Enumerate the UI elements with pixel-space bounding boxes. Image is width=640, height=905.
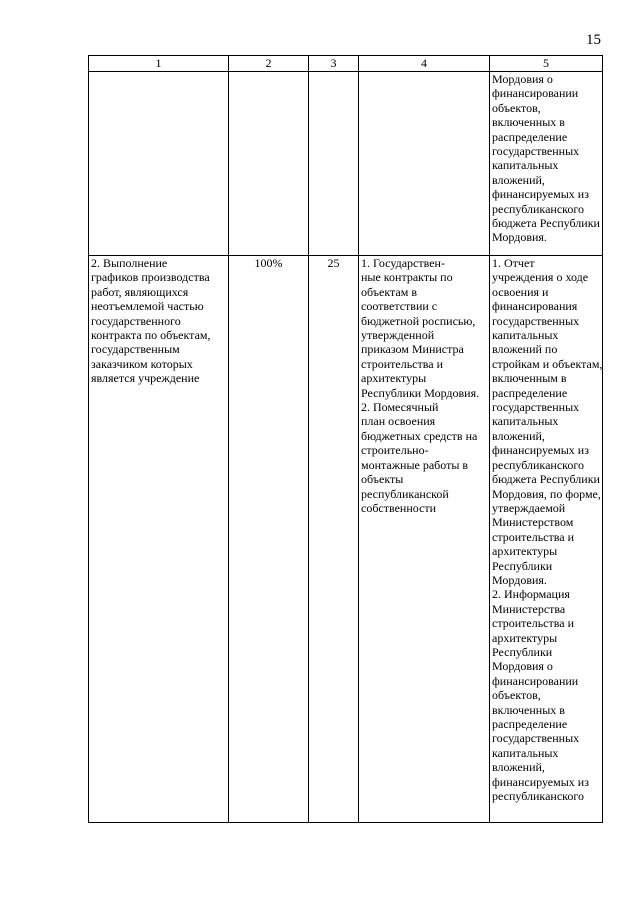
cell-text-line: вложений, [492, 760, 545, 775]
cell-text-line: является учреждение [91, 371, 200, 386]
cell-text-line: распределение [492, 717, 568, 731]
cell-text-line: собственности [361, 500, 437, 515]
cell-text-line: работ, являющихся [91, 284, 189, 299]
cell-text-line: Министерства [492, 601, 566, 616]
header-col-3: 3 [309, 56, 359, 72]
cell-text-line: Республики [492, 644, 553, 659]
header-col-2: 2 [229, 56, 309, 72]
cell-indicator [89, 256, 229, 823]
header-row [89, 56, 603, 72]
cell-text-line: Мордовия. [492, 572, 547, 587]
cell-text-line: объектов, [492, 100, 541, 115]
cell-text-line: вложений, [492, 428, 545, 443]
cell-text-line: строительства и [492, 529, 574, 544]
cell-text-line: стройкам и объектам, [492, 356, 603, 371]
cell-text-line: приказом Министра [361, 342, 464, 357]
table-row-main [89, 256, 603, 823]
cell-text-line: включенных в [492, 702, 565, 717]
cell-text-line: финансируемых из [492, 774, 589, 789]
cell-text-line: Республики [492, 558, 553, 573]
cell-text-line: строительно- [361, 443, 429, 458]
cell-source-documents [359, 256, 490, 823]
cell-text-line: заказчиком которых [91, 356, 193, 371]
cell-text-line: распределение [492, 129, 568, 144]
cell-text-line: государственных [492, 144, 580, 159]
cell-text-line: финансировании [492, 673, 579, 688]
cell-text-line: Республики Мордовия. [361, 385, 480, 400]
cell-text-line: капитальных [492, 745, 559, 760]
cell-text-line: республиканского [492, 457, 584, 472]
cell-reporting-documents [490, 256, 603, 823]
cell-text-line: объектов, [492, 688, 541, 703]
cell-cont-col4 [359, 72, 490, 256]
cell-text-line: освоения и [492, 284, 549, 299]
cell-text-line: государственным [91, 342, 180, 357]
cell-text-line: 1. Государствен- [361, 256, 445, 270]
cell-text-line: 2. Информация [492, 587, 570, 602]
header-col-1: 1 [89, 56, 229, 72]
cell-text-line: государственных [492, 400, 580, 415]
cell-text-line: включенных в [492, 115, 565, 130]
cell-text-line: архитектуры [361, 371, 427, 386]
cell-text-line: утвержденной [361, 328, 435, 343]
cell-text-line: вложений, [492, 172, 545, 187]
cell-text-line: строительства и [492, 616, 574, 631]
cell-text-line: ные контракты по [361, 270, 453, 285]
cell-text-line: государственных [492, 313, 580, 328]
cell-target-value: 100% [229, 256, 309, 823]
cell-text-line: архитектуры [492, 544, 558, 559]
cell-cont-col1 [89, 72, 229, 256]
cell-text-line: капитальных [492, 158, 559, 173]
cell-text-line: распределение [492, 385, 568, 400]
cell-text-line: бюджетной росписью, [361, 313, 476, 328]
cell-text-line: утверждаемой [492, 500, 566, 515]
page-number: 15 [586, 32, 601, 48]
cell-cont-col2 [229, 72, 309, 256]
cell-text-line: Мордовия о [492, 659, 553, 674]
cell-text-line: контракта по объектам, [91, 328, 211, 343]
cell-text-line: финансировании [492, 86, 579, 101]
cell-text-line: финансирования [492, 299, 578, 314]
cell-text-line: капитальных [492, 414, 559, 429]
table-row-continuation [89, 72, 603, 256]
document-table [88, 55, 603, 823]
cell-text-line: бюджета Республики [492, 472, 600, 487]
cell-text-line: бюджета Республики [492, 216, 600, 231]
cell-text-line: строительства и [361, 356, 443, 371]
cell-text-line: государственного [91, 313, 181, 328]
cell-text-line: Мордовия о [492, 72, 553, 86]
header-col-5: 5 [490, 56, 603, 72]
cell-text-line: 2. Помесячный [361, 400, 439, 415]
cell-text-line: финансируемых из [492, 187, 589, 202]
cell-weight: 25 [309, 256, 359, 823]
cell-text-line: капитальных [492, 328, 559, 343]
cell-text-line: Министерством [492, 515, 574, 530]
cell-text-line: архитектуры [492, 630, 558, 645]
cell-text-line: соответствии с [361, 299, 438, 314]
cell-cont-col5 [490, 72, 603, 256]
cell-text-line: монтажные работы в [361, 457, 469, 472]
cell-text-line: включенным в [492, 371, 567, 386]
cell-text-line: объектам в [361, 284, 417, 299]
cell-text-line: Мордовия, по форме, [492, 486, 601, 501]
cell-text-line: 2. Выполнение [91, 256, 168, 270]
cell-text-line: вложений по [492, 342, 558, 357]
cell-text-line: республиканского [492, 201, 584, 216]
cell-text-line: государственных [492, 731, 580, 746]
cell-text-line: 1. Отчет [492, 256, 535, 270]
cell-text-line: план освоения [361, 414, 436, 429]
cell-text-line: республиканского [492, 789, 584, 804]
cell-text-line: бюджетных средств на [361, 428, 478, 443]
header-col-4: 4 [359, 56, 490, 72]
cell-text-line: графиков производства [91, 270, 210, 285]
cell-text-line: объекты [361, 472, 404, 487]
cell-cont-col3 [309, 72, 359, 256]
cell-text-line: Мордовия. [492, 230, 547, 245]
cell-text-line: неотъемлемой частью [91, 299, 204, 314]
cell-text-line: учреждения о ходе [492, 270, 589, 285]
cell-text-line: республиканской [361, 486, 449, 501]
cell-text-line: финансируемых из [492, 443, 589, 458]
